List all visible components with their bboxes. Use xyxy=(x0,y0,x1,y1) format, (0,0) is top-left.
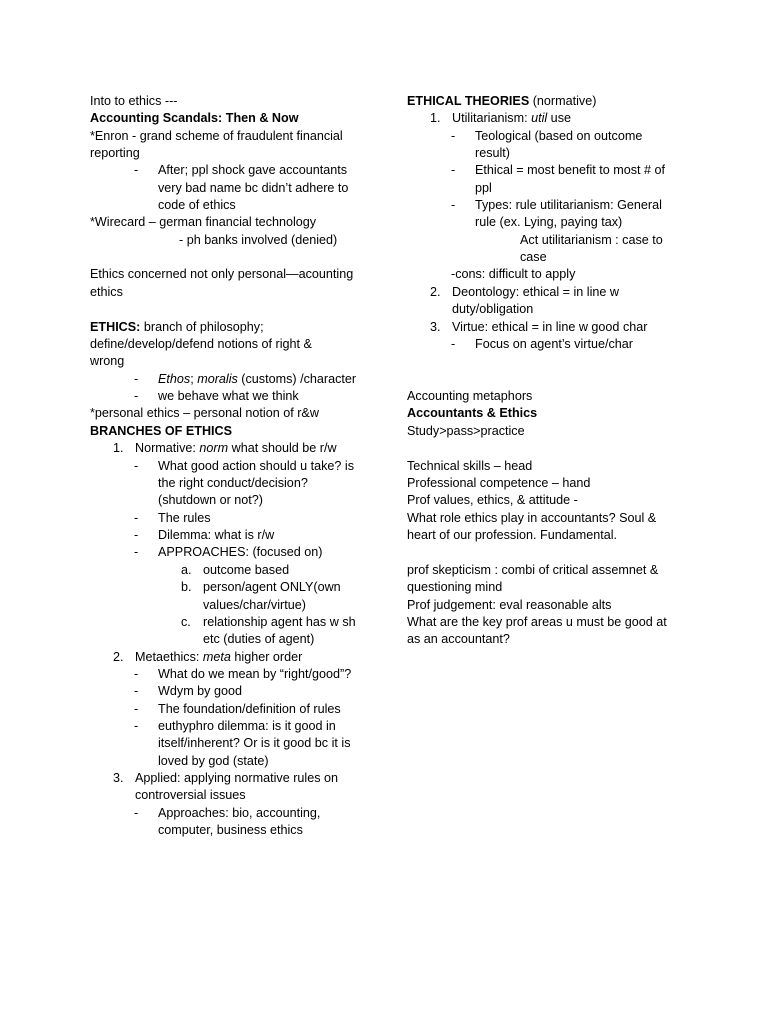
meta-question: What do we mean by “right/good”? xyxy=(158,667,352,681)
ethos-term: Ethos xyxy=(158,372,191,386)
list-number: 3. xyxy=(430,320,441,334)
ethical-benefit-line-cont: ppl xyxy=(475,181,492,195)
list-number: 1. xyxy=(430,111,441,125)
enron-line-cont: reporting xyxy=(90,146,140,160)
role-line-cont: heart of our profession. Fundamental. xyxy=(407,528,618,542)
dash-bullet: - xyxy=(134,702,139,716)
metaphors-line: Accounting metaphors xyxy=(407,389,533,403)
intro-title: Into to ethics --- xyxy=(90,94,178,108)
dash-bullet: - xyxy=(451,129,456,143)
utilitarianism-item xyxy=(452,110,571,127)
approach-item-cont: values/char/virtue) xyxy=(203,598,306,612)
approaches-applied-line-cont: computer, business ethics xyxy=(158,823,303,837)
dash-bullet: - xyxy=(134,389,139,403)
theories-bold: ETHICAL THEORIES xyxy=(407,94,530,108)
key-areas-line-cont: as an accountant? xyxy=(407,632,510,646)
teleological-line-cont: result) xyxy=(475,146,510,160)
dash-bullet: - xyxy=(134,806,139,820)
concern-line-cont: ethics xyxy=(90,285,123,299)
list-letter: c. xyxy=(181,615,191,629)
focus-line: Focus on agent’s virtue/char xyxy=(475,337,633,351)
teleological-line: Teological (based on outcome xyxy=(475,129,643,143)
util-pre: Utilitarianism: xyxy=(452,111,532,125)
approaches-applied-line: Approaches: bio, accounting, xyxy=(158,806,321,820)
deontology-item: Deontology: ethical = in line w xyxy=(452,285,619,299)
dash-bullet: - xyxy=(134,684,139,698)
theories-heading xyxy=(407,93,596,110)
enron-sub-line: very bad name bc didn’t adhere to xyxy=(158,181,349,195)
normative-question: the right conduct/decision? xyxy=(158,476,308,490)
enron-sub-line: code of ethics xyxy=(158,198,236,212)
enron-sub-line: After; ppl shock gave accountants xyxy=(158,163,348,177)
role-line: What role ethics play in accountants? Soul & xyxy=(407,511,657,525)
dash-bullet: - xyxy=(451,198,456,212)
dash-bullet: - xyxy=(451,163,456,177)
euthyphro-line-cont: itself/inherent? Or is it good bc it is xyxy=(158,736,351,750)
types-line: Types: rule utilitarianism: General xyxy=(475,198,662,212)
branches-heading: BRANCHES OF ETHICS xyxy=(90,424,233,438)
normative-item xyxy=(135,440,337,457)
key-areas-line: What are the key prof areas u must be good at xyxy=(407,615,667,629)
normative-post: what should be r/w xyxy=(228,441,337,455)
euthyphro-line: euthyphro dilemma: is it good in xyxy=(158,719,336,733)
applied-item-cont: controversial issues xyxy=(135,788,246,802)
dilemma-line: Dilemma: what is r/w xyxy=(158,528,275,542)
meta-pre: Metaethics: xyxy=(135,650,203,664)
professional-competence-line: Professional competence – hand xyxy=(407,476,591,490)
wirecard-line: *Wirecard – german financial technology xyxy=(90,215,317,229)
euthyphro-line-cont: loved by god (state) xyxy=(158,754,269,768)
ethics-def-text: branch of philosophy; xyxy=(140,320,264,334)
dash-bullet: - xyxy=(134,667,139,681)
prof-values-line: Prof values, ethics, & attitude - xyxy=(407,493,578,507)
ethics-definition xyxy=(90,319,264,336)
list-number: 3. xyxy=(113,771,124,785)
ethics-def-line: wrong xyxy=(90,354,125,368)
dash-bullet: - xyxy=(134,719,139,733)
ethical-benefit-line: Ethical = most benefit to most # of xyxy=(475,163,666,177)
dash-bullet: - xyxy=(134,545,139,559)
ethos-rest: (customs) /character xyxy=(237,372,357,386)
moralis-term: moralis xyxy=(197,372,238,386)
meta-term: meta xyxy=(202,650,231,664)
wirecard-sub-line: - ph banks involved (denied) xyxy=(179,233,338,247)
wdym-line: Wdym by good xyxy=(158,684,242,698)
normative-pre: Normative: xyxy=(135,441,200,455)
skepticism-line-cont: questioning mind xyxy=(407,580,503,594)
dash-bullet: - xyxy=(134,372,139,386)
list-number: 2. xyxy=(113,650,124,664)
act-util-line-cont: case xyxy=(520,250,547,264)
skepticism-line: prof skepticism : combi of critical assemnet & xyxy=(407,563,659,577)
util-term: util xyxy=(531,111,548,125)
list-letter: b. xyxy=(181,580,192,594)
dash-bullet: - xyxy=(134,459,139,473)
scandals-heading: Accounting Scandals: Then & Now xyxy=(90,111,299,125)
dash-bullet: - xyxy=(134,163,139,177)
foundation-line: The foundation/definition of rules xyxy=(158,702,341,716)
approach-item: person/agent ONLY(own xyxy=(203,580,341,594)
meta-post: higher order xyxy=(230,650,303,664)
concern-line: Ethics concerned not only personal—acounting xyxy=(90,267,354,281)
list-number: 1. xyxy=(113,441,124,455)
dash-bullet: - xyxy=(134,528,139,542)
ethos-separator: ; xyxy=(190,372,198,386)
normative-question: What good action should u take? is xyxy=(158,459,355,473)
list-number: 2. xyxy=(430,285,441,299)
ethics-label: ETHICS: xyxy=(90,320,141,334)
ethics-def-line: define/develop/defend notions of right & xyxy=(90,337,312,351)
util-post: use xyxy=(547,111,571,125)
accountants-ethics-heading: Accountants & Ethics xyxy=(407,406,538,420)
dash-bullet: - xyxy=(134,511,139,525)
approaches-line: APPROACHES: (focused on) xyxy=(158,545,323,559)
normative-question: (shutdown or not?) xyxy=(158,493,264,507)
deontology-item-cont: duty/obligation xyxy=(452,302,534,316)
behave-line: we behave what we think xyxy=(158,389,299,403)
study-line: Study>pass>practice xyxy=(407,424,525,438)
judgement-line: Prof judgement: eval reasonable alts xyxy=(407,598,612,612)
virtue-item: Virtue: ethical = in line w good char xyxy=(452,320,648,334)
enron-line: *Enron - grand scheme of fraudulent financial xyxy=(90,129,343,143)
approach-item-cont: etc (duties of agent) xyxy=(203,632,315,646)
metaethics-item xyxy=(135,649,302,666)
ethos-line xyxy=(158,371,356,388)
approach-item: outcome based xyxy=(203,563,290,577)
list-letter: a. xyxy=(181,563,192,577)
cons-line: -cons: difficult to apply xyxy=(451,267,576,281)
dash-bullet: - xyxy=(451,337,456,351)
rules-line: The rules xyxy=(158,511,211,525)
normative-term: norm xyxy=(199,441,229,455)
applied-item: Applied: applying normative rules on xyxy=(135,771,339,785)
act-util-line: Act utilitarianism : case to xyxy=(520,233,663,247)
personal-ethics-line: *personal ethics – personal notion of r&w xyxy=(90,406,319,420)
approach-item: relationship agent has w sh xyxy=(203,615,356,629)
theories-rest: (normative) xyxy=(529,94,597,108)
technical-skills-line: Technical skills – head xyxy=(407,459,533,473)
types-line-cont: rule (ex. Lying, paying tax) xyxy=(475,215,623,229)
